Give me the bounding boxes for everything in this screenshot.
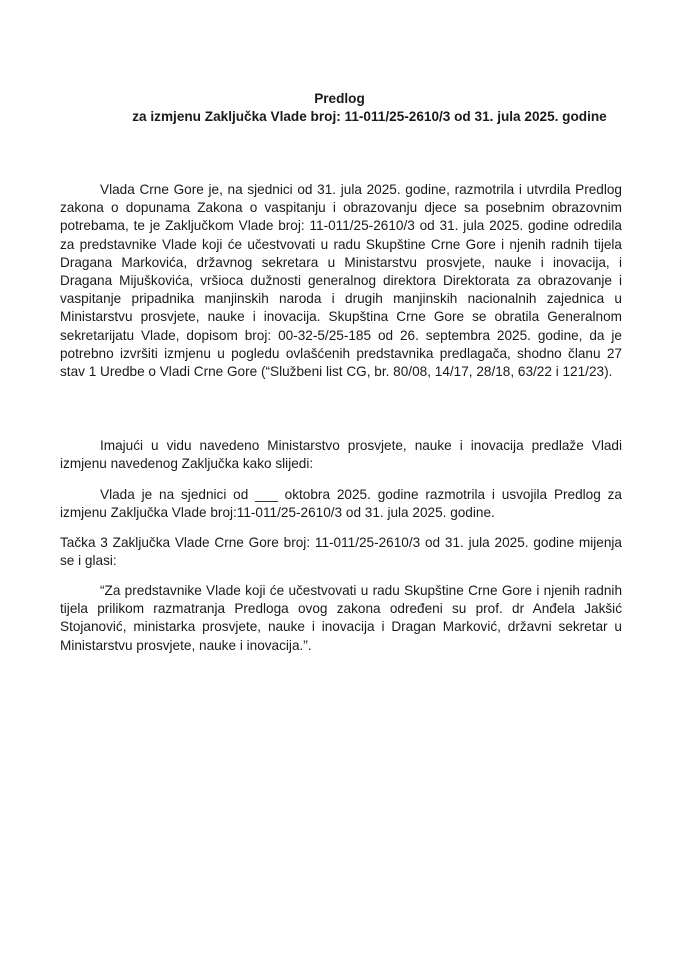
paragraph-government-decision: Vlada je na sjednici od ___ oktobra 2025. godine razmotrila i usvojila Predlog za izmjenu Zaključka Vlade broj:11-011/25-2610/3 od 31. jula 2025. godine. [60,487,622,521]
document-title [60,90,619,126]
title-line-1: Predlog [314,91,365,106]
paragraph-point-3: Tačka 3 Zaključka Vlade Crne Gore broj: 11-011/25-2610/3 od 31. jula 2025. godine mijenja se i glasi: [60,535,622,569]
title-line-2: za izmjenu Zaključka Vlade broj: 11-011/25-2610/3 od 31. jula 2025. godine [132,109,607,124]
paragraph-background: Vlada Crne Gore je, na sjednici od 31. jula 2025. godine, razmotrila i utvrdila Predlog zakona o dopunama Zakona o vaspitanju i obrazovanju djece sa posebnim obrazovnim potrebama, te je Zaključkom Vlade broj: 11-011/25-2610/3 od 31. jula 2025. godine odredila za predstavnike Vlade koji će učestvovati u radu Skupštine Crne Gore i njenih radnih tijela Dragana Markovića, državnog sekretara u Ministarstvu prosvjete, nauke i inovacija, i Dragana Mijuškovića, vršioca dužnosti generalnog direktora Direktorata za obrazovanje i vaspitanje pripadnika manjinskih naroda i drugih manjinskih nacionalnih zajednica u Ministarstvu prosvjete, nauke i inovacija. Skupština Crne Gore se obratila Generalnom sekretarijatu Vlade, dopisom broj: 00-32-5/25-185 od 26. septembra 2025. godine, da je potrebno izvršiti izmjenu u pogledu ovlašćenih predstavnika predlagača, shodno članu 27 stav 1 Uredbe o Vladi Crne Gore (“Službeni list CG, br. 80/08, 14/17, 28/18, 63/22 i 121/23). [60,182,622,380]
paragraph-proposal-intro: Imajući u vidu navedeno Ministarstvo prosvjete, nauke i inovacija predlaže Vladi izmjenu navedenog Zaključka kako slijedi: [60,438,622,472]
paragraph-amended-text: “Za predstavnike Vlade koji će učestvovati u radu Skupštine Crne Gore i njenih radnih tijela prilikom razmatranja Predloga ovog zakona određeni su prof. dr Anđela Jakšić Stojanović, ministarka prosvjete, nauke i inovacija i Dragan Marković, državni sekretar u Ministarstvu prosvjete, nauke i inovacija.”. [60,583,622,653]
